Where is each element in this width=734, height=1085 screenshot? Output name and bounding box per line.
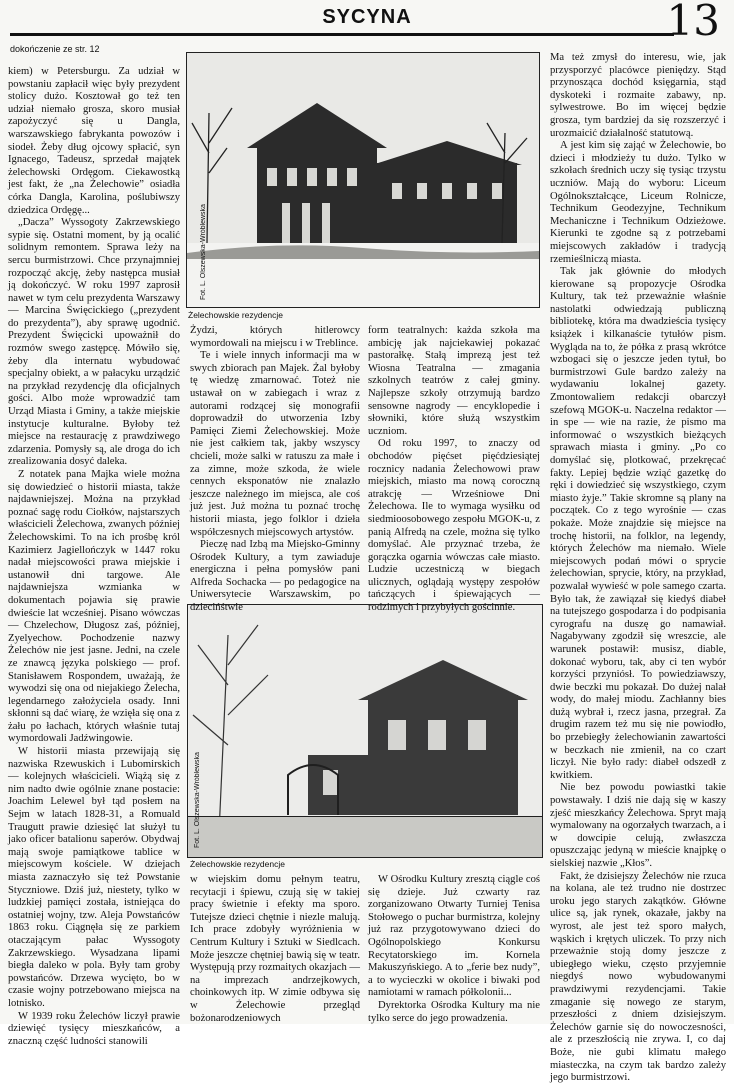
paragraph: w wiejskim domu pełnym teatru, recytacji i śpiewu, czują się w takiej pracy świetnie i efekty ma sporo. Tutejsze dzieci chętnie i niezle malują. Ich prace zdobyły wyróżnienia w Centrum Kultury i Sztuki w Siedlcach. Może jeszcze chętniej bawią się w teatr. Występują przy rozmaitych okazjach — na imprezach andrzejkowych, choinkowych itp. W zimie odbywa się w Żelechowie przegląd bożonarodzeniowych	[190, 874, 360, 1024]
column-middle-lower	[190, 874, 360, 1024]
photo-manor-house	[186, 52, 540, 308]
column-right	[550, 52, 726, 1084]
paragraph: Tak jak głównie do młodych kierowane są propozycje Ośrodka Kultury, tak też przeważnie właśnie nastolatki odwiedzają publiczną bibliotekę, która ma dwadzieścia tysięcy książek i kilkanaście tytułów pism. Wygląda na to, że półka z prasą wkrótce wzbogaci się o jeszcze jeden tytuł, bo burmistrzowi Gule bardzo zależy na wydawaniu lokalnej gazety. Zmontowaliem redakcji obarczył szefową MGOK-u. Naczelna redaktor — in spe — wie na razie, że pismo ma informować o wszystkich bieżących sprawach miasta i gminy. „Po co domyślać się, plotkować, przekręcać fakty. Lepiej będzie wziąć gazetkę do ręki i dowiedzieć się wszystkiego, czym miasto żyje.” Takie skromne są plany na początek. Co z tego wyrośnie — czas pokaże. Może znajdzie się miejsce na trochę historii, na folklor, na legendy, których Żelechów ma niemało. Wiele miejscowych podań mówi o sprycie żelechowian, sprycie, który, na przykład, pozwalał wywieść w pole samego czarta. Było tak, że zawiązał się kiedyś diabeł na tutejszego gospodarza i do podpisania cyrografu na duszę go namawiał. Nagabywany zgodził się wreszcie, ale warunek postawił: musisz, diable, dokonać wyboru, tak, aby ci ten wybór korzyści przyniósł. To powiedziawszy, dwie beczki mu pokazał. Do dużej nalał wody, do małej miodu. Zachłanny bies dużą wybrał i, rzecz jasna, przegrał. Za drugim razem też mu się nie powiodło, bo przebiegły żelechowianin zawartości w beczkach nie zmienił, na co czart liczył. Nie było rady: diabeł odszedł z kwitkiem.	[550, 266, 726, 781]
paragraph: kiem) w Petersburgu. Za udział w powstaniu zapłacił więc były prezydent stolicy dużo. Kosztował go też ten udział niemało grosza, skoro musiał zapożyczyć się u Dangla, warszawskiego fabrykanta powozów i siodeł. Żeby dług ojcowy spłacić, syn Ignacego, Tadeusz, sprzedał majątek żelechowski Ordęgom. Ciekawostką jest fakt, że „na Żelechowie” osiadła córka Dangla, Karolina, poślubiwszy dziedzica Ordęgę...	[8, 66, 180, 216]
paragraph: W historii miasta przewijają się nazwiska Rzewuskich i Lubomirskich — kolejnych właścicieli. Wiążą się z nim nadto dwie ogólnie znane postacie: Joachim Lelewel był tąd posłem na Sejm w latach 1828-31, a Romuald Traugutt prawie dziesięć lat służył tu jako oficer batalionu saperów. Obydwaj mają swoje pamiątkowe tablice w miejscowym kościele. W dziejach miasta zaznaczyło się też Powstanie Styczniowe. Dziś już, niestety, tylko w ludzkiej pamięci została, istniejąca do ostatniej wojny, tzw. Aleja Powstańców 1863 roku. Ciągnęła się ze parkiem otaczającym pałac Wyssogoty Zakrzewskiego. Wysadzana lipami biegła daleko w pola. Były tam groby powstańców. Drzewa wycięto, bo w czasie wojny potrzebowano miejsca na lotnisko.	[8, 746, 180, 1009]
manor-house-illustration	[187, 53, 539, 307]
page-number: 13	[666, 0, 720, 45]
photo-credit-1: Fot. L. Olszewska-Wróblewska	[200, 204, 207, 300]
paragraph: Dyrektorka Ośrodka Kultury ma nie tylko serce do jego prowadzenia.	[368, 999, 540, 1024]
paragraph: W 1939 roku Żelechów liczył prawie dziewięć tysięcy mieszkańców, a znaczną część ludności stanowili	[8, 1010, 180, 1047]
masthead-rule	[10, 33, 674, 36]
paragraph: A jest kim się zająć w Żelechowie, bo dzieci i młodzieży tu dużo. Tylko w szkołach średnich uczy się tysiąc trzystu uczniów. Mają do wyboru: Liceum Ogólnokształcące, Liceum Rolnicze, Technikum Geodezyjne, Technikum Mechaniczne i Technikum Odzieżowe. Kierunki te zgodne są z potrzebami miejscowych zakładów i tradycją rzemieślniczą miasta.	[550, 140, 726, 265]
paragraph: form teatralnych: każda szkoła ma ambicję jak najciekawiej pokazać pastorałkę. Stałą imprezą jest też Wiosna Teatralna — zmagania szkolnych teatrów z całej gminy. Najlepsze szkoły otrzymują bardzo sensowne nagrody — encyklopedie i słowniki, które służą wszystkim uczniom.	[368, 325, 540, 437]
paragraph: Pieczę nad Izbą ma Miejsko-Gminny Ośrodek Kultury, a tym zawiaduje energiczna i pełna pomysłów pani Alfreda Sochacka — po pedagogice na Uniwersytecie Warszawskim, po dziecińśtwie	[190, 539, 360, 614]
photo-caption-1: Żelechowskie rezydencje	[188, 310, 283, 320]
paragraph: Te i wiele innych informacji ma w swych zbiorach pan Majek. Żal byłoby tę wiedzę zmarnować. Toteż nie ustawał on w zabiegach i wraz z autorami rodzącej się monografii doprowadził do utworzenia Izby Pamięci Ziemi Żelechowskiej. Może nie jest całkiem tak, jakby wszyscy chcieli, może salki w ratuszu za małe i za zimne, może szkoda, że wiele cennych eksponatów nie znalazło jeszcze należnego im miejsca, ale coś już jest. Już można tu poznać trochę historii miasta, jego folklor i dzieła współczesnych miejscowych artystów.	[190, 350, 360, 538]
paragraph: Żydzi, których hitlerowcy wymordowali na miejscu i w Treblince.	[190, 325, 360, 349]
villa-illustration	[188, 605, 542, 857]
paragraph: Nie bez powodu powiastki takie powstawały. I dziś nie dają się w kaszy zjeść mieszkańcy Żelechowa. Spryt mają wymalowany na ogorzałych twarzach, a i w dowcipie celują, zwłaszcza opuszczając jedyną w mieście knajpkę o sielskiej nazwie „Kłos”.	[550, 782, 726, 869]
photo-credit-2: Fot. L. Olszewska-Wróblewska	[194, 752, 201, 848]
paragraph: W Ośrodku Kultury zresztą ciągle coś się dzieje. Już czwarty raz zorganizowano Otwarty Turniej Tenisa Stołowego o puchar burmistrza, kolejny już raz przygotowywano dzieci do Ogólnopolskiego Konkursu Recytatorskiego im. Kornela Makuszyńskiego. A to „ferie bez nudy”, a to wycieczki w okolice i biwaki pod namiotami w ramach półkolonii...	[368, 874, 540, 999]
paragraph: Fakt, że dzisiejszy Żelechów nie rzuca na kolana, ale też trudno nie dostrzec uroku jego starych zakątków. Główne ulice są, jak rynek, okazałe, jakby na wyrost, ale jest też sporo małych, wąskich i krętych uliczek. To przy nich przeważnie stoją domy jeszcze z ubiegłego wieku, często przyjemnie niegdyś nowo wybudowanymi prawdziwymi rezydencjami. Takie zmaganie się nowego ze starym, przeszłości z dniem dzisiejszym. Żelechów garnie się do nowoczesności, ale z przeszłością nie zrywa. I, co daj Boże, nie gubi klimatu małego miasteczka, na czym tak bardzo zależy jego burmistrzowi.	[550, 870, 726, 1084]
continuation-note: dokończenie ze str. 12	[10, 44, 100, 54]
column-middle-upper	[190, 325, 360, 614]
masthead	[0, 0, 734, 45]
paragraph: „Dacza” Wyssogoty Zakrzewskiego sypie się. Ostatni moment, by ją ocalić solidnym remontem. Sprawa leży na sercu burmistrzowi. Chce przynajmniej rozpocząć akcję, żeby następca musiał ją dokończyć. W roku 1997 zaprosił nawet w tym celu prezydenta Warszawy — Marcina Święcickiego („prezydent do prezydenta”), aby sprawę ugodnić. Prezydent Święcicki upoważnił do rozmów swego zastępcę. Mówiło się, żeby dla internatu wybudować specjalny obiekt, a w pałacyku urządzić na przykład rezydencję dla oficjalnych gości. Albo może wprowadzić tam Urząd Miasta i Gminy, a także miejskie instytucje kulturalne. Byłoby też miejsce na restaurację z prawdziwego zdarzenia. Pomysły są, ale droga do ich zrealizowania dosyć daleka.	[8, 217, 180, 468]
paragraph: Z notatek pana Majka wiele można się dowiedzieć o historii miasta, także najdawniejszej. Można na przykład poznać sagę rodu Ciołków, najstarszych właścicieli Żelechowa, zwanych później Żelechowskimi. To na ich prośbę król Kazimierz Jagiellończyk w 1447 roku nadał miejscowości prawa miejskie i ustanowił dni targowe. Ale najdawniejsza wzmianka w dokumentach pojawia się prawie dwieście lat wcześniej. Pisano wówczas — Chzelechow, Długosz zaś, później, Zyelyechow. Pochodzenie nazwy Żelechów nie jest jasne. Jedni, na czele ze znawcą języka polskiego — prof. Stanisławem Rospondem, uważają, że wywodzi się ona od niejakiego Żelecha, legendarnego założyciela osady. Inni skłonni są dać wiarę, że wzięła się ona z żału po łachach, których właśnie tutaj wymordowali Jadźwingowie.	[8, 469, 180, 745]
photo-caption-2: Żelechowskie rezydencje	[190, 859, 285, 869]
column-left	[8, 66, 180, 1047]
paragraph: Ma też zmysł do interesu, wie, jak przysporzyć placówce pieniędzy. Stąd przynosząca dochód księgarnia, stąd dyskoteki i rozmaite zabawy, np. sylwestrowe. Bo im więcej będzie grosza, tym bardziej da się rozszerzyć i urozmaicić działalność statutową.	[550, 52, 726, 139]
paragraph: Od roku 1997, to znaczy od obchodów pięćset pięćdziesiątej rocznicy nadania Żelechowowi praw miejskich, miasto ma nową coroczną atrakcję — Wrześniowe Dni Żelechowa. Ile to wymaga wysiłku od siedmioosobowego zespołu MGOK-u, z panią Alfredą na czele, można się tylko domyślać. Ale przyznać trzeba, że gorączka ogarnia wówczas całe miasto. Ludzie uczestniczą w biegach ulicznych, oglądają występy zespołów tańczących i śpiewających — rodzimych i przybyłych gościnnie.	[368, 438, 540, 614]
column-right-middle-upper	[368, 325, 540, 614]
section-title: SYCYNA	[322, 6, 412, 28]
photo-villa	[187, 604, 543, 858]
column-right-middle-lower	[368, 874, 540, 1024]
